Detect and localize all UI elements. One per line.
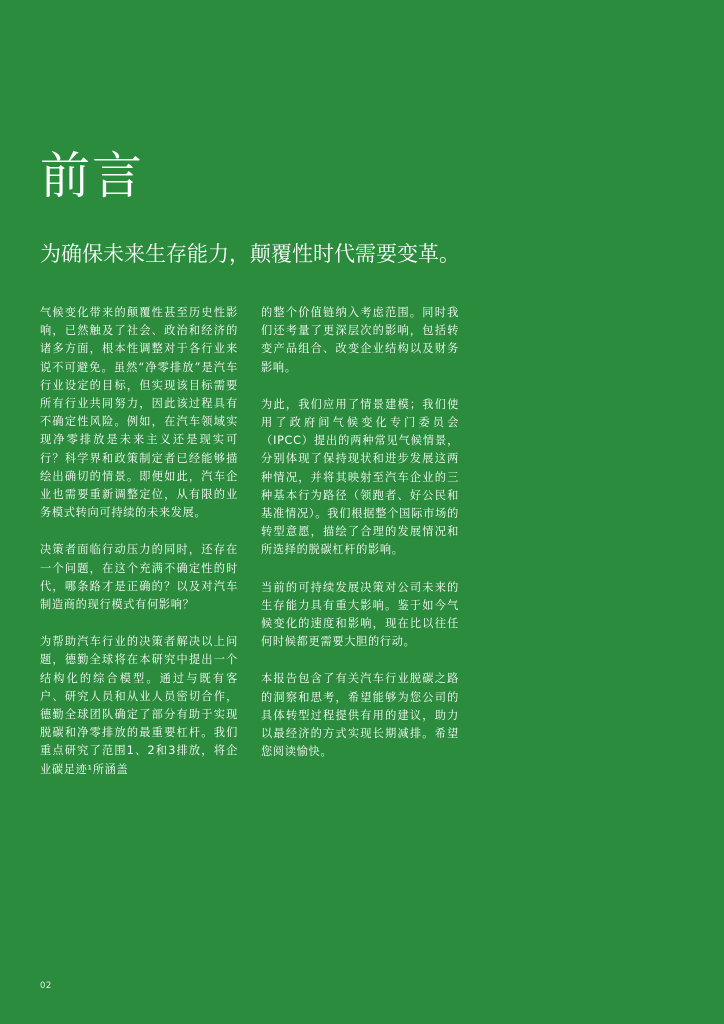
body-paragraph: 为帮助汽车行业的决策者解决以上问题，德勤全球将在本研究中提出一个结构化的综合模型。通过与既有客户、研究人员和从业人员密切合作，德勤全球团队确定了部分有助于实现脱碳和净零排放的最重要杠杆。我们重点研究了范围1、2和3排放，将企业碳足迹¹所涵盖: [40, 635, 238, 776]
body-paragraph: 的整个价值链纳入考虑范围。同时我们还考量了更深层次的影响，包括转变产品组合、改变企业结构以及财务影响。: [261, 306, 459, 374]
body-paragraph: 气候变化带来的颠覆性甚至历史性影响，已然触及了社会、政治和经济的诸多方面，根本性调整对于各行业来说不可避免。虽然“净零排放”是汽车行业设定的目标，但实现该目标需要所有行业共同努力，因此该过程具有不确定性风险。例如，在汽车领域实现净零排放是未来主义还是现实可行？科学界和政策制定者已经能够描绘出确切的情景。即便如此，汽车企业也需要重新调整定位，从有限的业务模式转向可持续的未来发展。: [40, 306, 238, 520]
body-paragraph: 决策者面临行动压力的同时，还存在一个问题，在这个充满不确定性的时代，哪条路才是正确的？以及对汽车制造商的现行模式有何影响？: [40, 543, 238, 612]
right-text-column: [261, 304, 459, 780]
page-number: 02: [40, 981, 52, 991]
page-subtitle: 为确保未来生存能力，颠覆性时代需要变革。: [40, 242, 460, 266]
page-title: 前言: [40, 147, 144, 205]
left-text-column: [40, 304, 238, 798]
body-paragraph: 本报告包含了有关汽车行业脱碳之路的洞察和思考，希望能够为您公司的具体转型过程提供有用的建议，助力以最经济的方式实现长期减排。希望您阅读愉快。: [261, 672, 459, 759]
body-paragraph: 为此，我们应用了情景建模；我们使用了政府间气候变化专门委员会（IPCC）提出的两种常见气候情景，分别体现了保持现状和进步发展这两种情况，并将其映射至汽车企业的三种基本行为路径（领跑者、好公民和基准情况）。我们根据整个国际市场的转型意愿，描绘了合理的发展情况和所选择的脱碳杠杆的影响。: [261, 397, 459, 557]
body-paragraph: 当前的可持续发展决策对公司未来的生存能力具有重大影响。鉴于如今气候变化的速度和影响，现在比以往任何时候都更需要大胆的行动。: [261, 580, 459, 649]
